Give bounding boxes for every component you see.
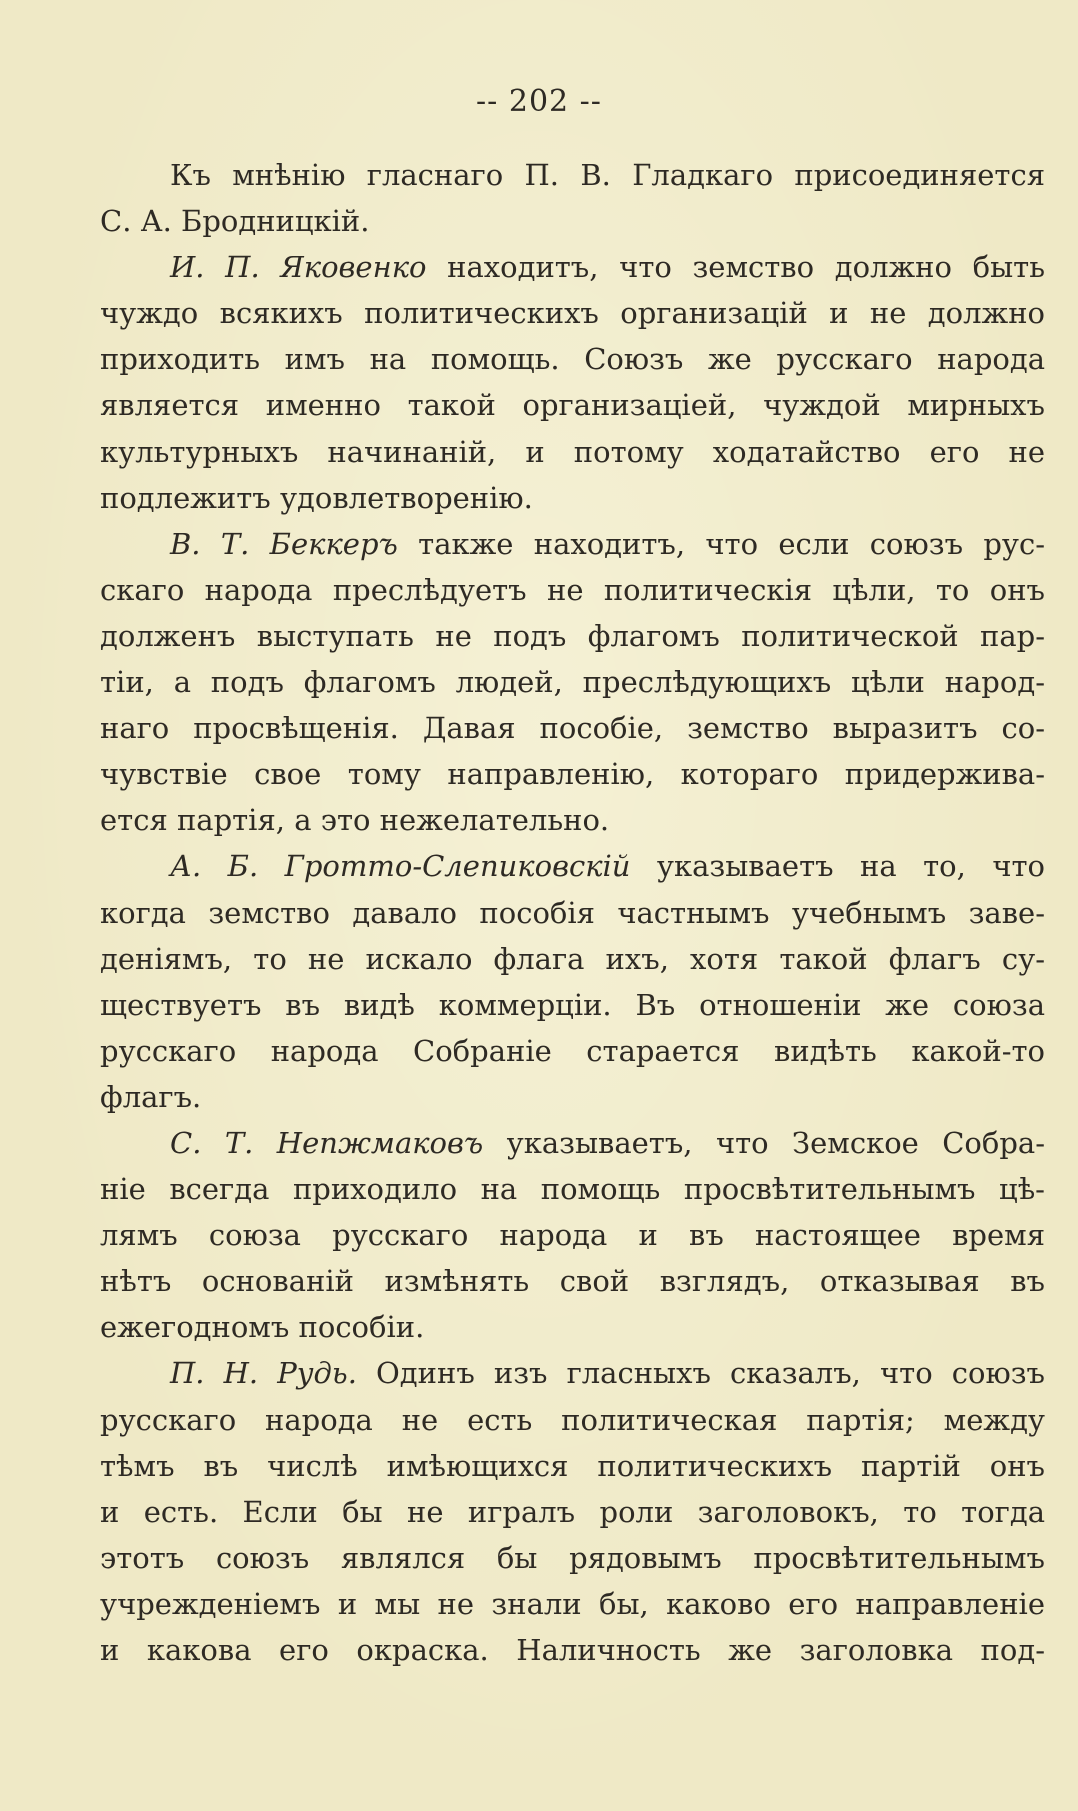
text-line: подлежитъ удовлетворенію. [100, 480, 533, 515]
paragraph [100, 152, 1045, 244]
paragraph [100, 244, 1045, 521]
paragraph [100, 521, 1045, 844]
text-line: нѣтъ основаній измѣнять свой взглядъ, отказывая въ [100, 1264, 1045, 1299]
text-line: скаго народа преслѣдуетъ не политическія цѣли, то онъ [100, 572, 1045, 607]
text-line [100, 521, 1045, 567]
text-line: ществуетъ въ видѣ коммерціи. Въ отношеніи же союза [100, 987, 1045, 1022]
text-line: ется партія, а это нежелательно. [100, 803, 610, 838]
text-line: когда земство давало пособія частнымъ учебнымъ заве- [100, 895, 1045, 930]
text-line: является именно такой организаціей, чуждой мирныхъ [100, 388, 1045, 423]
text-fragment: также находитъ, что если союзъ рус- [397, 526, 1045, 561]
text-fragment: находитъ, что земство должно быть [426, 250, 1045, 285]
text-line: долженъ выступать не подъ флагомъ политической пар- [100, 618, 1045, 653]
text-line: учрежденіемъ и мы не знали бы, каково его направленіе [100, 1586, 1045, 1621]
text-line: Къ мнѣнію гласнаго П. В. Гладкаго присоединяется [170, 158, 1045, 192]
text-line [100, 1120, 1045, 1166]
text-fragment: указываетъ на то, что [630, 849, 1045, 884]
speaker-name: А. Б. Гротто-Слепиковскій [170, 849, 631, 884]
paragraph [100, 1350, 1045, 1673]
text-line: наго просвѣщенія. Давая пособіе, земство выразитъ со- [100, 711, 1045, 746]
text-line: чуждо всякихъ политическихъ организацій и не должно [100, 296, 1045, 331]
speaker-name: С. Т. Непжмаковъ [170, 1125, 484, 1160]
text-line: лямъ союза русскаго народа и въ настоящее время [100, 1218, 1045, 1253]
text-line: русскаго народа Собраніе старается видѣть какой-то [100, 1033, 1045, 1068]
text-line: русскаго народа не есть политическая партія; между [100, 1402, 1045, 1437]
text-line: флагъ. [100, 1079, 202, 1114]
page-number: -- 202 -- [476, 84, 602, 119]
text-line: и какова его окраска. Наличность же заголовка под- [100, 1633, 1045, 1667]
text-line: деніямъ, то не искало флага ихъ, хотя такой флагъ су- [100, 941, 1045, 976]
speaker-name: В. Т. Беккеръ [170, 526, 398, 561]
text-line: ніе всегда приходило на помощь просвѣтительнымъ цѣ- [100, 1172, 1045, 1207]
paragraph [100, 843, 1045, 1120]
text-fragment: указываетъ, что Земское Собра- [483, 1125, 1045, 1160]
text-line: и есть. Если бы не игралъ роли заголовокъ, то тогда [100, 1494, 1045, 1529]
paragraph [100, 1120, 1045, 1350]
text-line [100, 843, 1045, 889]
text-line: С. А. Бродницкій. [100, 204, 370, 239]
text-line: тіи, а подъ флагомъ людей, преслѣдующихъ цѣли народ- [100, 665, 1045, 700]
text-line [100, 1350, 1045, 1396]
text-line: чувствіе свое тому направленію, котораго придержива- [100, 757, 1045, 792]
main-text [100, 152, 1045, 1673]
text-line [100, 244, 1045, 290]
text-line: ежегодномъ пособіи. [100, 1310, 425, 1345]
text-line: этотъ союзъ являлся бы рядовымъ просвѣтительнымъ [100, 1540, 1045, 1575]
speaker-name: П. Н. Рудь. [170, 1356, 357, 1391]
text-line: культурныхъ начинаній, и потому ходатайство его не [100, 434, 1045, 469]
speaker-name: И. П. Яковенко [170, 250, 427, 285]
text-line: приходить имъ на помощь. Союзъ же русскаго народа [100, 342, 1045, 377]
text-fragment: Одинъ изъ гласныхъ сказалъ, что союзъ [356, 1356, 1045, 1391]
text-line: тѣмъ въ числѣ имѣющихся политическихъ партій онъ [100, 1448, 1045, 1483]
